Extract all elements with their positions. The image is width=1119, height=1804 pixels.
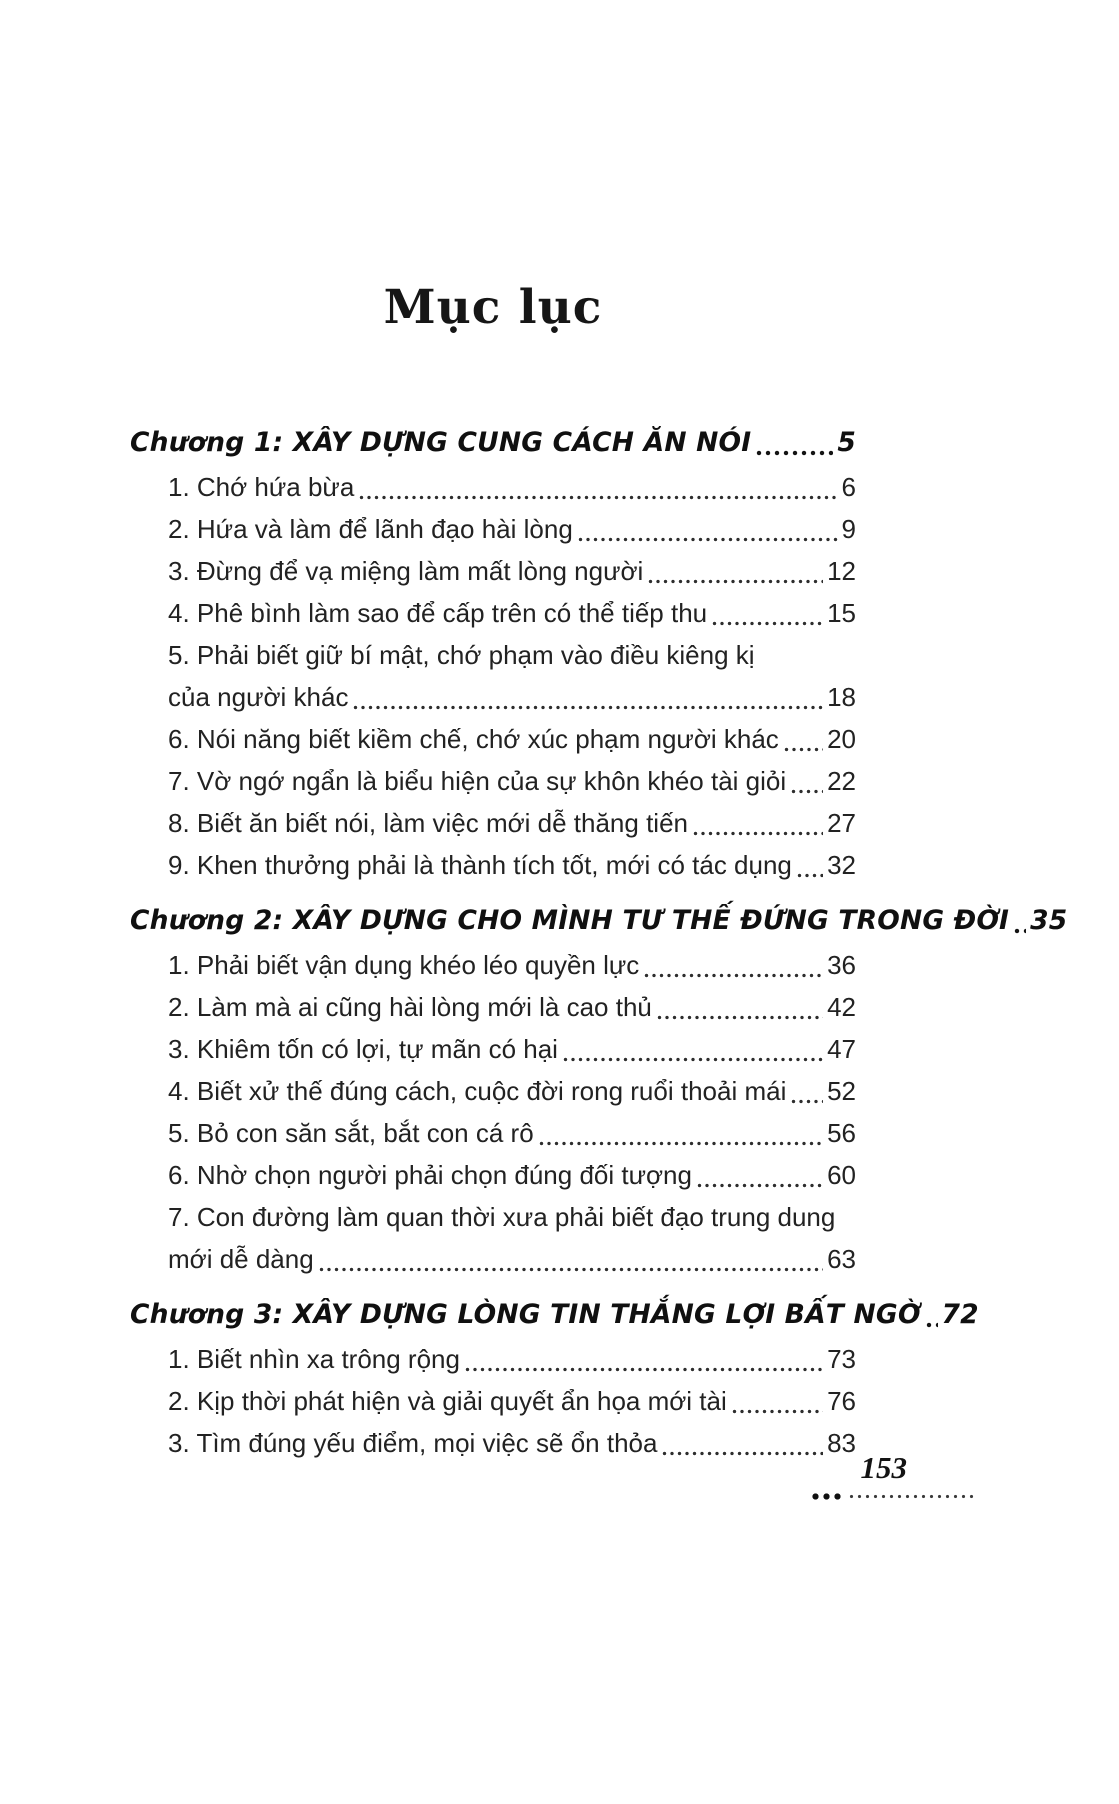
item-page-number: 27 [827,808,856,838]
item-text: 2. Hứa và làm để lãnh đạo hài lòng [168,514,573,544]
item-text: 6. Nói năng biết kiềm chế, chớ xúc phạm người khác [168,724,779,754]
item-page-number: 60 [827,1160,856,1190]
toc-item [130,986,856,1028]
toc-item [130,550,856,592]
item-text: 3. Tìm đúng yếu điểm, mọi việc sẽ ổn thỏa [168,1428,658,1458]
item-text: 8. Biết ăn biết nói, làm việc mới dễ thăng tiến [168,808,688,838]
table-of-contents [130,422,1068,1464]
toc-item-line-1 [130,1196,856,1238]
item-page-number: 32 [827,850,856,880]
item-page-number: 22 [827,766,856,796]
item-text: 2. Kịp thời phát hiện và giải quyết ẩn họa mới tài [168,1386,727,1416]
item-text-continued: của người khác [168,682,349,712]
chapter-heading-label: Chương 2: XÂY DỰNG CHO MÌNH TƯ THẾ ĐỨNG TRONG ĐỜI [130,905,1010,936]
footer-dotted-rule [812,1492,975,1500]
item-page-number: 20 [827,724,856,754]
toc-item [130,1196,856,1280]
toc-item-line-2 [130,676,856,718]
item-text: 1. Phải biết vận dụng khéo léo quyền lực [168,950,640,980]
toc-item [130,944,856,986]
dotted-leader [693,831,823,836]
item-page-number: 12 [827,556,856,586]
chapter-heading [130,422,856,464]
chapter-dotted-leader [1014,928,1026,934]
toc-item-line-1 [130,634,856,676]
item-text: 5. Bỏ con săn sắt, bắt con cá rô [168,1118,534,1148]
item-page-number: 73 [827,1344,856,1374]
toc-item [130,1380,856,1422]
toc-item [130,802,856,844]
page-footer [812,1450,975,1500]
item-text: 7. Con đường làm quan thời xưa phải biết đạo trung dung [168,1202,836,1232]
toc-item [130,592,856,634]
item-text: 5. Phải biết giữ bí mật, chớ phạm vào điều kiêng kị [168,640,755,670]
dotted-leader [697,1183,823,1188]
item-text: 6. Nhờ chọn người phải chọn đúng đối tượng [168,1160,692,1190]
chapter-heading [130,900,1068,942]
toc-item [130,508,856,550]
item-page-number: 36 [827,950,856,980]
toc-item [130,1338,856,1380]
page-title: Mục lục [383,280,603,335]
toc-item [130,634,856,718]
toc-item [130,1028,856,1070]
item-page-number: 42 [827,992,856,1022]
item-text: 1. Chớ hứa bừa [168,472,355,502]
item-page-number: 56 [827,1118,856,1148]
chapter-page-number: 72 [941,1299,979,1330]
dotted-leader [644,973,823,978]
item-page-number: 52 [827,1076,856,1106]
dotted-leader [578,537,838,542]
item-page-number: 18 [827,682,856,712]
dotted-leader [353,705,823,710]
chapter-dotted-leader [926,1322,938,1328]
toc-item [130,1422,856,1464]
item-page-number: 63 [827,1244,856,1274]
item-text: 7. Vờ ngớ ngẩn là biểu hiện của sự khôn khéo tài giỏi [168,766,787,796]
toc-item [130,718,856,760]
dotted-leader [791,1099,823,1104]
dotted-leader [539,1141,823,1146]
toc-item [130,1070,856,1112]
dotted-leader [797,873,823,878]
item-text: 3. Đừng để vạ miệng làm mất lòng người [168,556,644,586]
dotted-leader [662,1451,823,1456]
item-text: 2. Làm mà ai cũng hài lòng mới là cao thủ [168,992,652,1022]
footer-fine-dots [849,1494,975,1499]
chapter-page-number: 35 [1030,905,1068,936]
toc-item [130,466,856,508]
item-page-number: 15 [827,598,856,628]
dotted-leader [657,1015,823,1020]
toc-item [130,844,856,886]
page-number: 153 [860,1450,907,1485]
item-text-continued: mới dễ dàng [168,1244,314,1274]
dotted-leader [359,495,837,500]
item-page-number: 47 [827,1034,856,1064]
chapter-page-number: 5 [837,427,856,458]
footer-bold-dots [812,1493,845,1500]
dotted-leader [648,579,823,584]
dotted-leader [712,621,823,626]
dotted-leader [791,789,823,794]
dotted-leader [784,747,823,752]
toc-item [130,1154,856,1196]
dotted-leader [465,1367,823,1372]
dotted-leader [319,1267,823,1272]
item-page-number: 83 [827,1428,856,1458]
item-text: 1. Biết nhìn xa trông rộng [168,1344,460,1374]
item-text: 9. Khen thưởng phải là thành tích tốt, mới có tác dụng [168,850,792,880]
item-text: 4. Biết xử thế đúng cách, cuộc đời rong ruổi thoải mái [168,1076,787,1106]
dotted-leader [732,1409,823,1414]
dotted-leader [563,1057,823,1062]
chapter-dotted-leader [756,450,833,456]
chapter-heading-label: Chương 1: XÂY DỰNG CUNG CÁCH ĂN NÓI [130,427,752,458]
item-page-number: 76 [827,1386,856,1416]
item-page-number: 6 [841,472,856,502]
toc-item-line-2 [130,1238,856,1280]
item-page-number: 9 [841,514,856,544]
toc-item [130,1112,856,1154]
toc-item [130,760,856,802]
chapter-heading-label: Chương 3: XÂY DỰNG LÒNG TIN THẮNG LỢI BẤT NGỜ [130,1299,921,1330]
item-text: 4. Phê bình làm sao để cấp trên có thể tiếp thu [168,598,708,628]
chapter-heading [130,1294,979,1336]
item-text: 3. Khiêm tốn có lợi, tự mãn có hại [168,1034,558,1064]
